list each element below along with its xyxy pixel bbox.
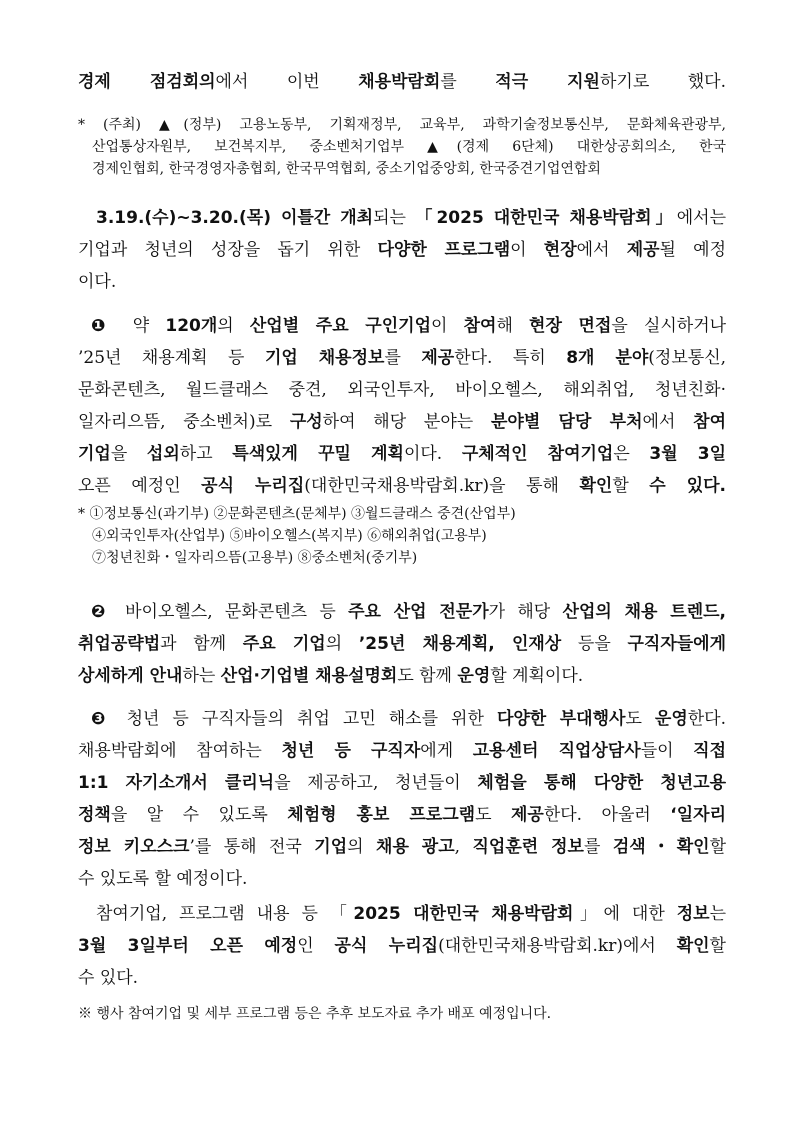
text-run: 의 xyxy=(325,634,359,654)
text-run: 들이 xyxy=(640,741,694,761)
emphasis-text: 주요 기업 xyxy=(242,634,326,654)
text-run: 오픈 예정인 xyxy=(78,476,202,496)
text-run: 하고 xyxy=(179,444,233,464)
emphasis-text: 채용 광고 xyxy=(376,837,455,857)
text-run: ’를 통해 전국 xyxy=(189,837,315,857)
text-run: 도 xyxy=(625,709,655,729)
emphasis-text: 산업·기업별 채용설명회 xyxy=(220,666,398,686)
footnote xyxy=(78,1003,726,1025)
emphasis-text: 산업의 채용 트렌드, xyxy=(562,602,726,622)
emphasis-text: 다양한 프로그램 xyxy=(377,240,511,260)
text-line xyxy=(78,596,726,628)
text-run: 할 xyxy=(709,936,726,956)
text-line xyxy=(78,863,726,895)
text-run: 수 있도록 할 예정이다. xyxy=(78,869,248,889)
emphasis-text: ❸ xyxy=(91,709,127,729)
text-line xyxy=(78,735,726,767)
emphasis-text: 수 있다. xyxy=(649,476,727,496)
emphasis-text: ‘일자리 xyxy=(670,805,727,825)
emphasis-text: 다양한 부대행사 xyxy=(496,709,626,729)
text-line xyxy=(78,831,726,863)
text-run: 이다. xyxy=(78,272,117,292)
text-run: (대한민국채용박람회.kr)을 통해 xyxy=(304,476,580,496)
text-run: 도 함께 xyxy=(397,666,458,686)
emphasis-text: 「2025 대한민국 채용박람회」 xyxy=(415,208,677,228)
text-run: 과 함께 xyxy=(160,634,243,654)
emphasis-text: 기업 채용정보 xyxy=(264,348,385,368)
text-run: 에서 xyxy=(642,412,694,432)
emphasis-text: 체험을 통해 다양한 청년고용 xyxy=(477,773,727,793)
text-run: 에서는 xyxy=(676,208,727,228)
paragraph-point-2 xyxy=(78,596,726,692)
text-run: 에게 xyxy=(420,741,473,761)
text-line xyxy=(78,767,726,799)
emphasis-text: ’25년 채용계획, 인재상 xyxy=(358,634,562,654)
text-line xyxy=(78,266,726,298)
emphasis-text: 1:1 자기소개서 클리닉 xyxy=(78,773,275,793)
emphasis-text: 3월 3일부터 오픈 예정 xyxy=(78,936,298,956)
note-line: ⑦청년친화・일자리으뜸(고용부) ⑧중소벤처(중기부) xyxy=(92,550,418,566)
text-line xyxy=(78,898,726,930)
text-line xyxy=(78,660,726,692)
emphasis-text: 기업 xyxy=(314,837,348,857)
emphasis-text: 3.19.(수)~3.20.(목) 이틀간 개최 xyxy=(96,208,374,228)
emphasis-text: 3월 3일 xyxy=(649,444,727,464)
note-line: 산업통상자원부, 보건복지부, 중소벤처기업부 ▲(경제 6단체) 대한상공회의소, 한국 xyxy=(92,139,726,155)
text-run: 의 xyxy=(347,837,377,857)
text-line xyxy=(78,962,726,994)
emphasis-text: 검색・확인 xyxy=(612,837,710,857)
text-line xyxy=(78,470,726,502)
note-line: * (주최) ▲(정부) 고용노동부, 기획재정부, 교육부, 과학기술정보통신부, 문화체육관광부, xyxy=(78,117,726,133)
paragraph-point-1 xyxy=(78,310,726,502)
emphasis-text: 구성 xyxy=(289,412,323,432)
text-run: 를 xyxy=(384,348,422,368)
emphasis-text: 현장 면접 xyxy=(529,316,612,336)
text-run: 을 xyxy=(110,444,147,464)
emphasis-text: 청년 등 구직자 xyxy=(281,741,421,761)
text-run: 하는 xyxy=(182,666,221,686)
text-run: 참여기업, 프로그램 내용 등 「 xyxy=(96,904,354,924)
emphasis-text: 경제 점검회의 xyxy=(78,72,216,92)
emphasis-text: 직접 xyxy=(693,741,727,761)
emphasis-text: 공식 누리집 xyxy=(201,476,305,496)
text-line xyxy=(78,310,726,342)
text-run: 에서 이번 xyxy=(215,72,359,92)
emphasis-text: 기업 xyxy=(78,444,111,464)
footnote-text: ※ 행사 참여기업 및 세부 프로그램 등은 추후 보도자료 추가 배포 예정입니다. xyxy=(78,1006,552,1022)
emphasis-text: 확인 xyxy=(579,476,613,496)
emphasis-text: 참여 xyxy=(693,412,726,432)
emphasis-text: 정보 xyxy=(676,904,710,924)
text-line xyxy=(78,438,726,470)
text-line xyxy=(78,66,726,98)
text-run: 도 xyxy=(475,805,511,825)
text-run: 해 xyxy=(496,316,530,336)
emphasis-text: 적극 지원 xyxy=(495,72,600,92)
emphasis-text: 정책 xyxy=(78,805,111,825)
text-run: 바이오헬스, 문화콘텐츠 등 xyxy=(125,602,349,622)
text-run: 하기로 했다. xyxy=(599,72,726,92)
paragraph-point-3 xyxy=(78,703,726,895)
text-run: 한다. xyxy=(687,709,726,729)
text-run: 인 xyxy=(297,936,335,956)
text-run: 청년 등 구직자들의 취업 고민 해소를 위한 xyxy=(126,709,497,729)
text-line xyxy=(78,342,726,374)
text-line xyxy=(78,406,726,438)
emphasis-text: 취업공략법 xyxy=(78,634,161,654)
emphasis-text: 확인 xyxy=(676,936,710,956)
emphasis-text: 고용센터 직업상담사 xyxy=(472,741,641,761)
emphasis-text: 운영 xyxy=(654,709,688,729)
text-run: 이다. xyxy=(403,444,462,464)
emphasis-text: 8개 분야 xyxy=(566,348,649,368)
emphasis-text: 주요 산업 전문가 xyxy=(348,602,489,622)
paragraph-closing xyxy=(78,898,726,994)
text-run: 을 제공하고, 청년들이 xyxy=(274,773,478,793)
text-run: 이 xyxy=(431,316,464,336)
note-sectors xyxy=(78,503,726,569)
emphasis-text: 2025 대한민국 채용박람회 xyxy=(353,904,574,924)
text-run: 한다. 특히 xyxy=(454,348,567,368)
text-line xyxy=(78,703,726,735)
emphasis-text: 제공 xyxy=(421,348,455,368)
emphasis-text: 분야별 담당 부처 xyxy=(490,412,643,432)
text-run: 에서 xyxy=(576,240,627,260)
text-run: 될 예정 xyxy=(659,240,727,260)
paragraph-event-overview xyxy=(78,202,726,298)
text-run: 일자리으뜸, 중소벤처)로 xyxy=(78,412,290,432)
text-run: 수 있다. xyxy=(78,968,139,988)
text-run: 하여 해당 분야는 xyxy=(322,412,491,432)
text-run: 약 xyxy=(132,316,166,336)
text-run: 할 xyxy=(612,476,650,496)
note-organizers xyxy=(78,114,726,180)
emphasis-text: 직업훈련 정보 xyxy=(472,837,584,857)
text-run: 문화콘텐츠, 월드클래스 중견, 외국인투자, 바이오헬스, 해외취업, 청년친화· xyxy=(78,380,726,400)
emphasis-text: ❶ xyxy=(91,316,133,336)
emphasis-text: 공식 누리집 xyxy=(334,936,439,956)
emphasis-text: 섭외 xyxy=(146,444,180,464)
text-run: (정보통신, xyxy=(648,348,727,368)
text-run: 를 xyxy=(440,72,496,92)
text-run: , xyxy=(454,837,473,857)
emphasis-text: 구직자들에게 xyxy=(627,634,727,654)
emphasis-text: 제공 xyxy=(626,240,660,260)
text-line xyxy=(78,930,726,962)
text-run: 를 xyxy=(583,837,613,857)
emphasis-text: 상세하게 안내 xyxy=(78,666,183,686)
emphasis-text: 제공 xyxy=(510,805,544,825)
emphasis-text: 120개 xyxy=(165,316,218,336)
note-line: 경제인협회, 한국경영자총협회, 한국무역협회, 중소기업중앙회, 한국중견기업연합회 xyxy=(92,161,601,177)
text-run: 채용박람회에 참여하는 xyxy=(78,741,282,761)
text-run: 이 xyxy=(510,240,544,260)
text-line xyxy=(78,234,726,266)
emphasis-text: 구체적인 참여기업 xyxy=(461,444,614,464)
emphasis-text: 정보 키오스크 xyxy=(78,837,190,857)
emphasis-text: 운영 xyxy=(457,666,491,686)
note-line: * ①정보통신(과기부) ②문화콘텐츠(문체부) ③월드클래스 중견(산업부) xyxy=(78,506,516,522)
paragraph-intro-end xyxy=(78,66,726,98)
emphasis-text: 특색있게 꾸밀 계획 xyxy=(232,444,404,464)
text-run: 의 xyxy=(217,316,250,336)
text-run: 되는 xyxy=(373,208,416,228)
text-run: (대한민국채용박람회.kr)에서 xyxy=(438,936,677,956)
emphasis-text: 체험형 홍보 프로그램 xyxy=(287,805,476,825)
text-line xyxy=(78,202,726,234)
text-run: 할 계획이다. xyxy=(490,666,584,686)
emphasis-text: 현장 xyxy=(543,240,577,260)
emphasis-text: 참여 xyxy=(463,316,497,336)
text-line xyxy=(78,628,726,660)
emphasis-text: ❷ xyxy=(91,602,126,622)
text-run: 가 해당 xyxy=(488,602,563,622)
text-run: 을 실시하거나 xyxy=(611,316,727,336)
text-run: 은 xyxy=(613,444,650,464)
emphasis-text: 채용박람회 xyxy=(358,72,441,92)
text-run: 할 xyxy=(709,837,727,857)
text-run: 기업과 청년의 성장을 돕기 위한 xyxy=(78,240,378,260)
text-run: 는 xyxy=(709,904,726,924)
text-line xyxy=(78,799,726,831)
text-line xyxy=(78,374,726,406)
text-run: 등을 xyxy=(561,634,628,654)
note-line: ④외국인투자(산업부) ⑤바이오헬스(복지부) ⑥해외취업(고용부) xyxy=(92,528,487,544)
text-run: 한다. 아울러 xyxy=(543,805,671,825)
text-run: ’25년 채용계획 등 xyxy=(78,348,265,368)
text-run: 을 알 수 있도록 xyxy=(110,805,288,825)
emphasis-text: 산업별 주요 구인기업 xyxy=(249,316,431,336)
text-run: 」에 대한 xyxy=(573,904,677,924)
